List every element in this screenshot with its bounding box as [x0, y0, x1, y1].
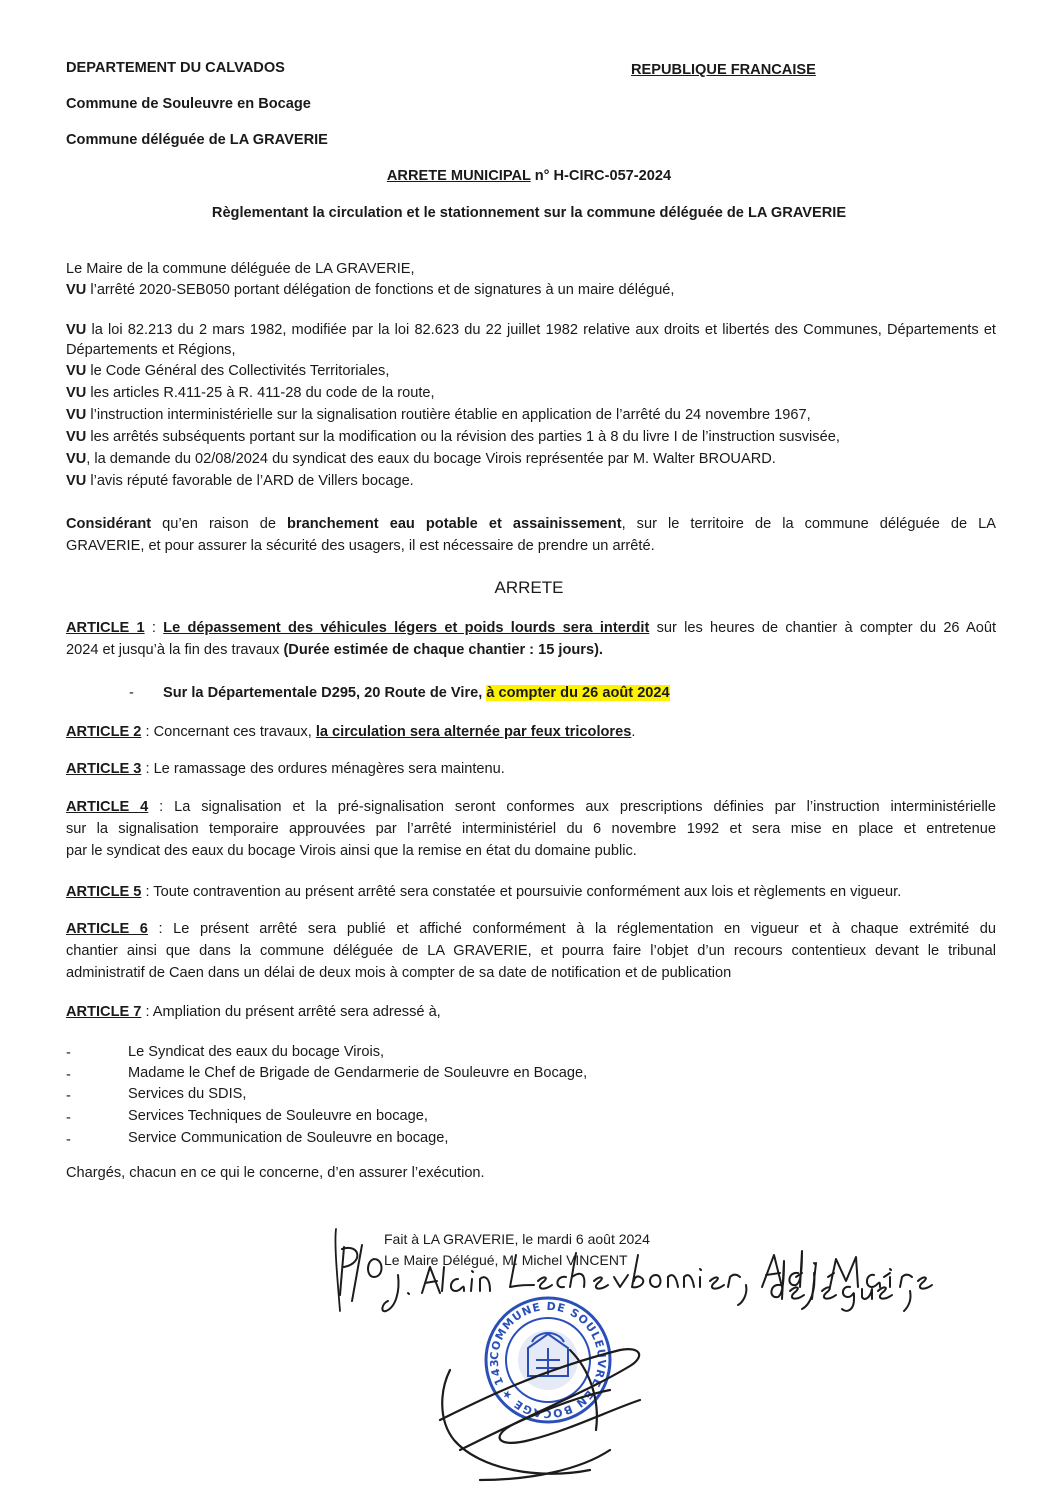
- vu-line-7: VU, la demande du 02/08/2024 du syndicat des eaux du bocage Virois représentée par M. Walter BROUARD.: [66, 451, 776, 467]
- recipient-dash: -: [66, 1045, 71, 1061]
- recipient-item: Le Syndicat des eaux du bocage Virois,: [128, 1044, 385, 1060]
- vu-line-5: VU l’instruction interministérielle sur la signalisation routière établie en application de l’arrêté du 24 novembre 1967,: [66, 407, 811, 423]
- article-4: ARTICLE 4 : La signalisation et la pré-signalisation seront conformes aux prescriptions définies par l’instruction interministérielle sur la signalisation temporaire approuvées par l’arrêté interministériel du 6 novembre 1992 et sera mise en place et entretenue par le syndicat des eaux du bocage Virois ainsi que la remise en état du domaine public.: [66, 799, 996, 859]
- arrete-subtitle: Règlementant la circulation et le stationnement sur la commune déléguée de LA GRAVERIE: [211, 205, 847, 221]
- vu-line-2: VU la loi 82.213 du 2 mars 1982, modifiée par la loi 82.623 du 22 juillet 1982 relative aux droits et libertés des Communes, Départements et: [66, 322, 996, 338]
- article-1: ARTICLE 1 : Le dépassement des véhicules légers et poids lourds sera interdit sur les heures de chantier à compter du 26 Août 2024 et jusqu’à la fin des travaux (Durée estimée de chaque chantier : 15 jours).: [66, 620, 997, 658]
- recipient-dash: -: [66, 1110, 71, 1126]
- recipient-dash: -: [66, 1067, 71, 1083]
- vu-line-1: VU l’arrêté 2020-SEB050 portant délégation de fonctions et de signatures à un maire délégué,: [66, 282, 675, 298]
- vu-line-6: VU les arrêtés subséquents portant sur la modification ou la révision des parties 1 à 8 du livre I de l’instruction susvisée,: [66, 429, 840, 445]
- article-5-label: ARTICLE 5: [66, 884, 142, 900]
- article-6: ARTICLE 6 : Le présent arrêté sera publié et affiché conformément à la réglementation en vigueur et à chaque extrémité du chantier ainsi que dans la commune déléguée de LA GRAVERIE, et pourra faire l’objet d’un recours contentieux devant le tribunal administratif de Caen dans un délai de deux mois à compter de sa date de notification et de publication: [66, 921, 996, 981]
- signature-signatory: Le Maire Délégué, M. Michel VINCENT: [384, 1252, 628, 1268]
- article-7-label: ARTICLE 7: [66, 1004, 142, 1020]
- closing-sentence: Chargés, chacun en ce qui le concerne, d’en assurer l’exécution.: [66, 1165, 485, 1181]
- arrete-number: n° H-CIRC-057-2024: [530, 168, 672, 184]
- recipient-item: Service Communication de Souleuvre en bocage,: [128, 1130, 449, 1146]
- recipient-item: Madame le Chef de Brigade de Gendarmerie de Souleuvre en Bocage,: [128, 1065, 588, 1081]
- recipient-dash: -: [66, 1132, 71, 1148]
- preamble-intro: Le Maire de la commune déléguée de LA GRAVERIE,: [66, 261, 415, 277]
- arrete-title: [0, 166, 1058, 186]
- considerant-paragraph: Considérant qu’en raison de branchement eau potable et assainissement, sur le territoire de la commune déléguée de LA GRAVERIE, et pour assurer la sécurité des usagers, il est nécessaire de prendre un arrêté.: [66, 516, 996, 554]
- republic-heading: REPUBLIQUE FRANCAISE: [631, 62, 816, 78]
- recipient-item: Services Techniques de Souleuvre en bocage,: [128, 1108, 428, 1124]
- article-3-label: ARTICLE 3: [66, 761, 142, 777]
- signature-scribble: [420, 1330, 660, 1490]
- vu-line-3: VU le Code Général des Collectivités Territoriales,: [66, 363, 390, 379]
- signature-place-date: Fait à LA GRAVERIE, le mardi 6 août 2024: [384, 1231, 650, 1247]
- vu-line-2-cont: Départements et Régions,: [66, 342, 236, 358]
- article-1-bullet-dash: -: [129, 685, 134, 701]
- article-2: ARTICLE 2 : Concernant ces travaux, la circulation sera alternée par feux tricolores.: [66, 724, 636, 740]
- article-3: ARTICLE 3 : Le ramassage des ordures ménagères sera maintenu.: [66, 761, 505, 777]
- article-1-label: ARTICLE 1: [66, 620, 145, 636]
- commune-deleguee-heading: Commune déléguée de LA GRAVERIE: [66, 132, 328, 148]
- article-6-label: ARTICLE 6: [66, 921, 148, 937]
- article-2-label: ARTICLE 2: [66, 724, 142, 740]
- recipient-dash: -: [66, 1088, 71, 1104]
- recipient-item: Services du SDIS,: [128, 1086, 247, 1102]
- vu-line-4: VU les articles R.411-25 à R. 411-28 du code de la route,: [66, 385, 435, 401]
- department-heading: DEPARTEMENT DU CALVADOS: [66, 60, 285, 76]
- vu-line-8: VU l’avis réputé favorable de l’ARD de Villers bocage.: [66, 473, 414, 489]
- arrete-label: ARRETE MUNICIPAL: [386, 168, 531, 184]
- svg-text:COMMUNE DE SOULEUVRE EN BOCAGE: COMMUNE DE SOULEUVRE EN BOCAGE ★ 14350 ★: [472, 1280, 609, 1421]
- article-1-bullet: Sur la Départementale D295, 20 Route de Vire, à compter du 26 août 2024: [163, 685, 670, 701]
- article-4-label: ARTICLE 4: [66, 799, 149, 815]
- arrete-heading: ARRETE: [494, 578, 564, 597]
- commune-heading: Commune de Souleuvre en Bocage: [66, 96, 311, 112]
- handwritten-annotation-end: [760, 1255, 960, 1315]
- date-highlight: à compter du 26 août 2024: [486, 685, 670, 701]
- article-5: ARTICLE 5 : Toute contravention au présent arrêté sera constatée et poursuivie conformément aux lois et règlements en vigueur.: [66, 884, 902, 900]
- article-7: ARTICLE 7 : Ampliation du présent arrêté sera adressé à,: [66, 1004, 441, 1020]
